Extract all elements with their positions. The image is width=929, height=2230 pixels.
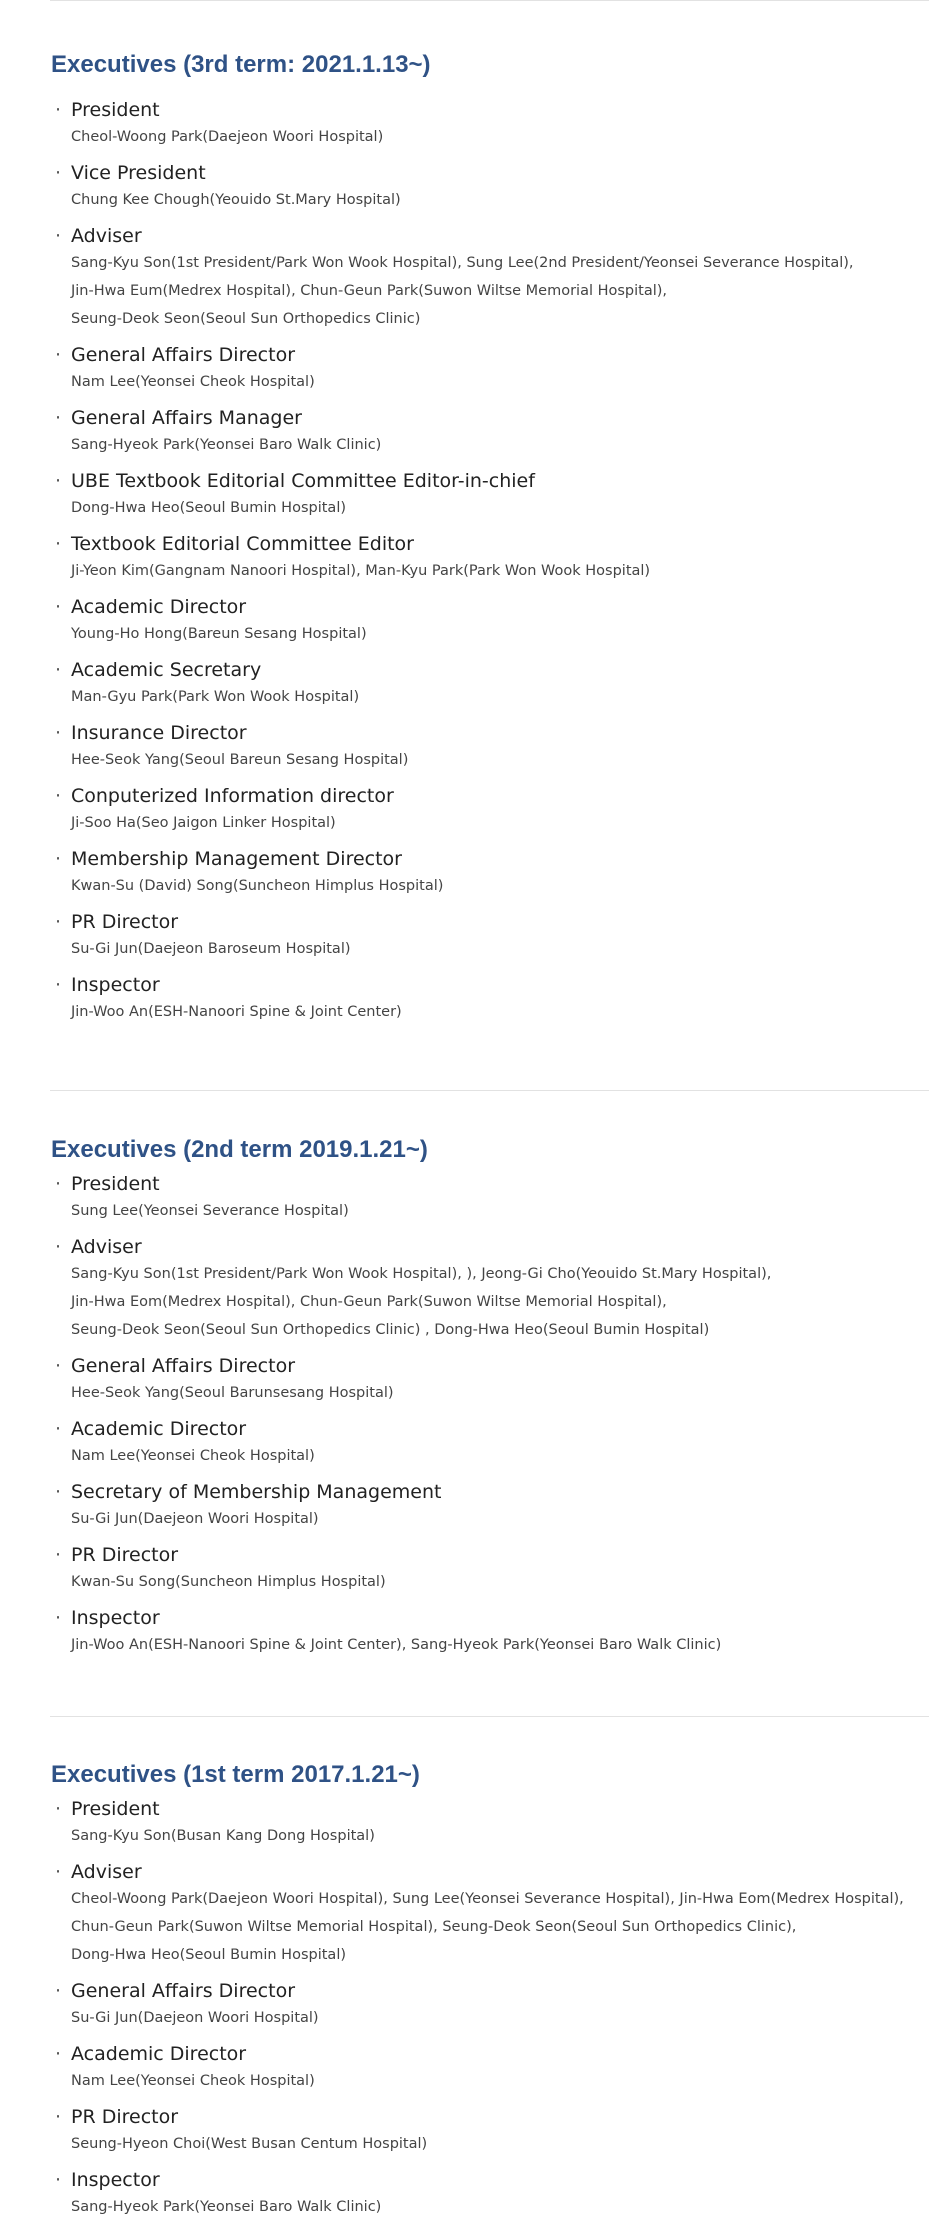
member-line: Nam Lee(Yeonsei Cheok Hospital)	[71, 2073, 315, 2089]
member-line: Seung-Deok Seon(Seoul Sun Orthopedics Clinic) , Dong-Hwa Heo(Seoul Bumin Hospital)	[71, 1322, 710, 1338]
role-item	[51, 594, 929, 648]
member-line: Su-Gi Jun(Daejeon Woori Hospital)	[71, 2010, 319, 2026]
role-title	[51, 531, 929, 557]
bullet-icon: ·	[55, 1173, 62, 1195]
role-title-label: Vice President	[71, 162, 206, 184]
role-item	[51, 97, 929, 151]
role-title-label: Conputerized Information director	[71, 785, 394, 807]
member-line: Hee-Seok Yang(Seoul Barunsesang Hospital)	[71, 1385, 394, 1401]
role-title-label: Adviser	[71, 1236, 142, 1258]
role-title-label: Inspector	[71, 974, 160, 996]
role-title-label: Inspector	[71, 2169, 160, 2191]
role-title-label: General Affairs Director	[71, 1355, 296, 1377]
bullet-icon: ·	[55, 1236, 62, 1258]
section-divider	[50, 1090, 929, 1091]
section-heading: Executives (2nd term 2019.1.21~)	[51, 1136, 428, 1163]
member-line: Ji-Yeon Kim(Gangnam Nanoori Hospital), Man-Kyu Park(Park Won Wook Hospital)	[71, 563, 651, 579]
role-title	[51, 1353, 929, 1379]
bullet-icon: ·	[55, 1861, 62, 1883]
role-title-label: Academic Director	[71, 2043, 247, 2065]
role-item	[51, 909, 929, 963]
member-line: Man-Gyu Park(Park Won Wook Hospital)	[71, 689, 360, 705]
role-title	[51, 342, 929, 368]
bullet-icon: ·	[55, 533, 62, 555]
role-title-label: Secretary of Membership Management	[71, 1481, 442, 1503]
member-line: Jin-Woo An(ESH-Nanoori Spine & Joint Center), Sang-Hyeok Park(Yeonsei Baro Walk Clinic)	[71, 1637, 722, 1653]
role-title	[51, 1416, 929, 1442]
member-line: Chun-Geun Park(Suwon Wiltse Memorial Hospital), Seung-Deok Seon(Seoul Sun Orthopedics Clinic),	[71, 1919, 797, 1935]
role-title	[51, 1171, 929, 1197]
member-line: Sang-Hyeok Park(Yeonsei Baro Walk Clinic)	[71, 2199, 382, 2215]
role-item	[51, 468, 929, 522]
role-list	[51, 1796, 929, 2221]
member-line: Hee-Seok Yang(Seoul Bareun Sesang Hospital)	[71, 752, 409, 768]
section-heading: Executives (3rd term: 2021.1.13~)	[51, 51, 431, 78]
role-item	[51, 2167, 929, 2221]
role-title	[51, 468, 929, 494]
role-item	[51, 1978, 929, 2032]
role-item	[51, 1479, 929, 1533]
member-line: Young-Ho Hong(Bareun Sesang Hospital)	[71, 626, 367, 642]
bullet-icon: ·	[55, 1355, 62, 1377]
role-title	[51, 2104, 929, 2130]
member-line: Ji-Soo Ha(Seo Jaigon Linker Hospital)	[71, 815, 336, 831]
role-title	[51, 594, 929, 620]
executives-2nd-term	[51, 1135, 929, 1668]
role-item	[51, 1859, 929, 1969]
role-title	[51, 846, 929, 872]
role-item	[51, 2104, 929, 2158]
role-title-label: President	[71, 99, 160, 121]
role-title-label: PR Director	[71, 1544, 179, 1566]
role-title	[51, 2041, 929, 2067]
role-item	[51, 405, 929, 459]
role-title-label: Adviser	[71, 225, 142, 247]
role-title	[51, 783, 929, 809]
member-line: Kwan-Su Song(Suncheon Himplus Hospital)	[71, 1574, 386, 1590]
bullet-icon: ·	[55, 344, 62, 366]
member-line: Jin-Hwa Eum(Medrex Hospital), Chun-Geun Park(Suwon Wiltse Memorial Hospital),	[71, 283, 668, 299]
bullet-icon: ·	[55, 722, 62, 744]
role-title-label: Academic Director	[71, 1418, 247, 1440]
role-title-label: Academic Director	[71, 596, 247, 618]
role-list	[51, 1171, 929, 1659]
role-item	[51, 531, 929, 585]
bullet-icon: ·	[55, 974, 62, 996]
bullet-icon: ·	[55, 1544, 62, 1566]
role-item	[51, 1416, 929, 1470]
role-title	[51, 657, 929, 683]
role-item	[51, 223, 929, 333]
role-list	[51, 97, 929, 1026]
role-item	[51, 1171, 929, 1225]
member-line: Sang-Hyeok Park(Yeonsei Baro Walk Clinic)	[71, 437, 382, 453]
role-title-label: Insurance Director	[71, 722, 247, 744]
top-divider	[50, 0, 929, 1]
role-title-label: Adviser	[71, 1861, 142, 1883]
role-title-label: General Affairs Director	[71, 1980, 296, 2002]
role-title	[51, 1796, 929, 1822]
member-line: Su-Gi Jun(Daejeon Woori Hospital)	[71, 1511, 319, 1527]
role-title-label: Inspector	[71, 1607, 160, 1629]
role-item	[51, 1234, 929, 1344]
role-title	[51, 160, 929, 186]
member-line: Jin-Hwa Eom(Medrex Hospital), Chun-Geun Park(Suwon Wiltse Memorial Hospital),	[71, 1294, 667, 1310]
role-title	[51, 2167, 929, 2193]
role-title	[51, 405, 929, 431]
role-title	[51, 909, 929, 935]
role-title-label: PR Director	[71, 911, 179, 933]
role-title-label: Academic Secretary	[71, 659, 262, 681]
section-divider	[50, 1716, 929, 1717]
role-title-label: General Affairs Director	[71, 344, 296, 366]
member-line: Dong-Hwa Heo(Seoul Bumin Hospital)	[71, 1947, 347, 1963]
role-title	[51, 1978, 929, 2004]
role-item	[51, 657, 929, 711]
role-title	[51, 97, 929, 123]
role-title-label: President	[71, 1798, 160, 1820]
member-line: Sang-Kyu Son(Busan Kang Dong Hospital)	[71, 1828, 375, 1844]
bullet-icon: ·	[55, 225, 62, 247]
bullet-icon: ·	[55, 911, 62, 933]
member-line: Cheol-Woong Park(Daejeon Woori Hospital), Sung Lee(Yeonsei Severance Hospital), Jin-Hwa Eom(Medrex Hospital),	[71, 1891, 904, 1907]
role-item	[51, 2041, 929, 2095]
bullet-icon: ·	[55, 848, 62, 870]
member-line: Jin-Woo An(ESH-Nanoori Spine & Joint Center)	[71, 1004, 402, 1020]
member-line: Cheol-Woong Park(Daejeon Woori Hospital)	[71, 129, 384, 145]
role-title-label: PR Director	[71, 2106, 179, 2128]
role-item	[51, 972, 929, 1026]
bullet-icon: ·	[55, 162, 62, 184]
role-item	[51, 1353, 929, 1407]
section-heading: Executives (1st term 2017.1.21~)	[51, 1761, 420, 1788]
bullet-icon: ·	[55, 2043, 62, 2065]
role-item	[51, 1796, 929, 1850]
role-title-label: Textbook Editorial Committee Editor	[71, 533, 414, 555]
bullet-icon: ·	[55, 659, 62, 681]
bullet-icon: ·	[55, 1798, 62, 1820]
member-line: Su-Gi Jun(Daejeon Baroseum Hospital)	[71, 941, 351, 957]
role-title	[51, 1605, 929, 1631]
bullet-icon: ·	[55, 407, 62, 429]
bullet-icon: ·	[55, 1481, 62, 1503]
bullet-icon: ·	[55, 785, 62, 807]
role-title	[51, 1542, 929, 1568]
member-line: Sang-Kyu Son(1st President/Park Won Wook Hospital), ), Jeong-Gi Cho(Yeouido St.Mary Hospital),	[71, 1266, 772, 1282]
role-item	[51, 1605, 929, 1659]
role-title	[51, 972, 929, 998]
bullet-icon: ·	[55, 2169, 62, 2191]
executives-3rd-term	[51, 50, 929, 1035]
bullet-icon: ·	[55, 470, 62, 492]
member-line: Nam Lee(Yeonsei Cheok Hospital)	[71, 1448, 315, 1464]
bullet-icon: ·	[55, 596, 62, 618]
bullet-icon: ·	[55, 1980, 62, 2002]
bullet-icon: ·	[55, 2106, 62, 2128]
member-line: Dong-Hwa Heo(Seoul Bumin Hospital)	[71, 500, 347, 516]
bullet-icon: ·	[55, 99, 62, 121]
role-title	[51, 720, 929, 746]
role-title-label: General Affairs Manager	[71, 407, 302, 429]
bullet-icon: ·	[55, 1607, 62, 1629]
member-line: Kwan-Su (David) Song(Suncheon Himplus Hospital)	[71, 878, 444, 894]
executives-1st-term	[51, 1760, 929, 2230]
role-title-label: President	[71, 1173, 160, 1195]
member-line: Seung-Hyeon Choi(West Busan Centum Hospital)	[71, 2136, 428, 2152]
bullet-icon: ·	[55, 1418, 62, 1440]
member-line: Chung Kee Chough(Yeouido St.Mary Hospital)	[71, 192, 401, 208]
role-title	[51, 1234, 929, 1260]
member-line: Seung-Deok Seon(Seoul Sun Orthopedics Clinic)	[71, 311, 421, 327]
role-title	[51, 223, 929, 249]
role-title	[51, 1859, 929, 1885]
role-item	[51, 720, 929, 774]
role-item	[51, 160, 929, 214]
role-title	[51, 1479, 929, 1505]
role-item	[51, 783, 929, 837]
member-line: Sang-Kyu Son(1st President/Park Won Wook Hospital), Sung Lee(2nd President/Yeonsei Severance Hospital),	[71, 255, 854, 271]
member-line: Sung Lee(Yeonsei Severance Hospital)	[71, 1203, 349, 1219]
role-item	[51, 846, 929, 900]
role-item	[51, 342, 929, 396]
member-line: Nam Lee(Yeonsei Cheok Hospital)	[71, 374, 315, 390]
role-item	[51, 1542, 929, 1596]
role-title-label: UBE Textbook Editorial Committee Editor-in-chief	[71, 470, 535, 492]
role-title-label: Membership Management Director	[71, 848, 402, 870]
